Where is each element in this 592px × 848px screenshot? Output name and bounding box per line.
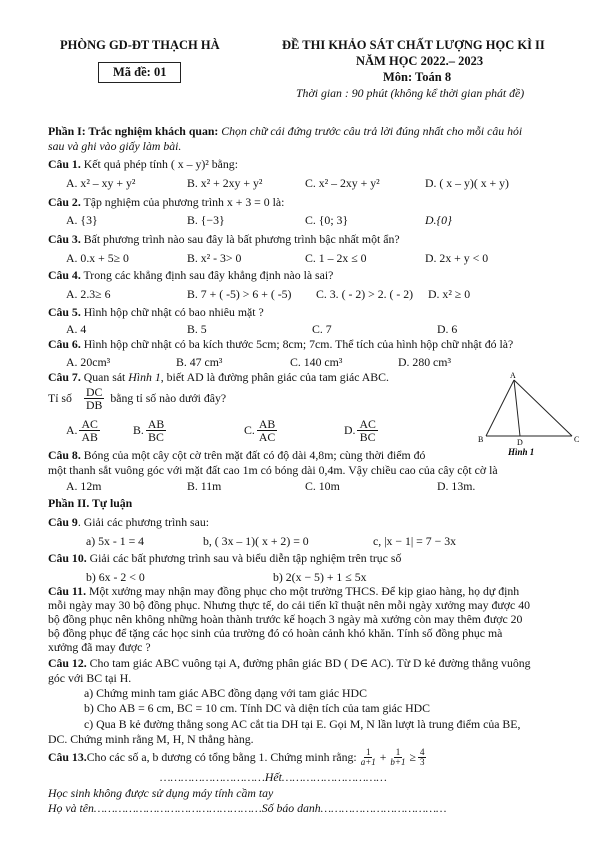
denominator: AC <box>258 430 276 445</box>
label-b: B <box>478 435 484 444</box>
denominator: a+1 <box>360 757 376 768</box>
denominator: BC <box>148 430 164 445</box>
q8-option-b: B. 11m <box>187 479 222 493</box>
q10-part-b: b) 6x - 2 < 0 <box>86 570 145 584</box>
q4-option-b: B. 7 + ( -5) > 6 + ( -5) <box>187 287 292 301</box>
question-text: Một xưởng may nhận may đồng phục cho một trường THCS. Để kịp giao hàng, họ dự định <box>86 584 520 598</box>
q12-line-2: góc với BC tại H. <box>48 671 132 685</box>
q12-part-c-line-2: DC. Chứng minh rằng M, H, N thẳng hàng. <box>48 732 254 746</box>
fraction-2 <box>388 748 407 768</box>
q7-ratio <box>48 386 226 412</box>
q4-option-d: D. x² ≥ 0 <box>428 287 471 301</box>
question-text: Trong các khẳng định sau đây khẳng định nào là sai? <box>80 268 334 282</box>
numerator: 1 <box>395 747 401 757</box>
subject: Môn: Toán 8 <box>383 70 452 84</box>
option-label: B. <box>133 423 144 438</box>
question-text: Tập nghiệm của phương trình x + 3 = 0 là: <box>80 195 285 209</box>
label-d: D <box>517 438 523 447</box>
option-fraction <box>79 418 99 444</box>
numerator: AC <box>81 417 98 431</box>
figure-caption: Hình 1 <box>508 447 535 457</box>
q5-option-d: D. 6 <box>437 322 458 336</box>
label-c: C <box>574 435 580 444</box>
option-label: C. <box>244 423 255 438</box>
denominator: b+1 <box>390 757 406 768</box>
geq-sign: ≥ <box>409 750 416 765</box>
numerator: AB <box>258 417 276 431</box>
question-text: Hình hộp chữ nhật có ba kích thước 5cm; 8cm; 7cm. Thể tích của hình hộp chữ nhật đó là? <box>80 337 514 351</box>
time-limit: Thời gian : 90 phút (không kể thời gian phát đề) <box>296 86 525 100</box>
q3-option-c: C. 1 – 2x ≤ 0 <box>305 251 367 265</box>
question-label: Câu 2. <box>48 195 81 209</box>
question-12 <box>48 656 531 671</box>
question-6 <box>48 337 513 352</box>
school-year: NĂM HỌC 2022.– 2023 <box>356 54 484 68</box>
q4-option-a: A. 2.3≥ 6 <box>66 287 111 301</box>
q2-option-b: B. {−3} <box>187 213 225 227</box>
q5-option-a: A. 4 <box>66 322 87 336</box>
q11-line-2: mỗi ngày may 30 bộ đồng phục. Nhưng thực tế, do cải tiến kĩ thuật nên mỗi ngày xưởng may được 40 <box>48 598 530 612</box>
option-fraction <box>257 418 277 444</box>
question-label: Câu 7. <box>48 370 81 384</box>
question-label: Câu 13. <box>48 750 87 765</box>
question-text: Bóng của một cây cột cờ trên mặt đất có độ dài 4,8m; cùng thời điểm đó <box>80 448 426 462</box>
question-label: Câu 3. <box>48 232 81 246</box>
denominator: DB <box>85 398 103 413</box>
question-8 <box>48 448 425 463</box>
denominator: 3 <box>419 757 425 768</box>
plus-sign: + <box>379 750 387 765</box>
q8-option-d: D. 13m. <box>437 479 476 493</box>
q2-option-d: D.{0} <box>425 213 452 227</box>
denominator: BC <box>359 430 376 445</box>
question-label: Câu 1. <box>48 157 81 171</box>
numerator: DC <box>85 385 103 399</box>
question-label: Câu 9 <box>48 515 78 529</box>
q3-option-a: A. 0.x + 5≥ 0 <box>66 251 129 265</box>
q10-part-c: b) 2(x − 5) + 1 ≤ 5x <box>273 570 367 584</box>
ratio-suffix: bằng tỉ số nào dưới đây? <box>110 391 227 406</box>
q4-option-c: C. 3. ( - 2) > 2. ( - 2) <box>316 287 414 301</box>
q6-option-c: C. 140 cm³ <box>290 355 343 369</box>
part1-instruction-2: sau và ghi vào giấy làm bài. <box>48 139 182 153</box>
q5-option-c: C. 7 <box>312 322 332 336</box>
q1-option-c: C. x² – 2xy + y² <box>305 176 380 190</box>
q3-option-b: B. x² - 3> 0 <box>187 251 242 265</box>
question-label: Câu 5. <box>48 305 81 319</box>
question-text: Bất phương trình nào sau đây là bất phương trình bậc nhất một ẩn? <box>80 232 400 246</box>
question-4 <box>48 268 333 283</box>
question-10 <box>48 551 401 566</box>
option-label: D. <box>344 423 356 438</box>
side-ab <box>486 380 514 436</box>
question-label: Câu 8. <box>48 448 81 462</box>
department-name: PHÒNG GD-ĐT THẠCH HÀ <box>60 38 220 52</box>
fraction-1 <box>359 748 378 768</box>
question-3 <box>48 232 400 247</box>
q8-option-a: A. 12m <box>66 479 102 493</box>
part1-intro <box>48 124 522 139</box>
q9-part-a: a) 5x - 1 = 4 <box>86 534 145 548</box>
question-7 <box>48 370 389 385</box>
option-fraction <box>357 418 377 444</box>
denominator: AB <box>81 430 98 445</box>
end-marker: …………………………Hết………………………… <box>160 770 387 784</box>
q12-part-c: c) Qua B kẻ đường thẳng song AC cắt tia DH tại E. Gọi M, N lần lượt là trung điểm của BE, <box>84 717 521 731</box>
question-text: Cho các số a, b dương có tổng bằng 1. Chứng minh rằng: <box>86 750 357 765</box>
question-text: Cho tam giác ABC vuông tại A, đường phân giác BD ( D∈ AC). Từ D kẻ đường thẳng vuông <box>86 656 531 670</box>
q2-option-c: C. {0; 3} <box>305 213 349 227</box>
q1-option-b: B. x² + 2xy + y² <box>187 176 263 190</box>
option-label: A. <box>66 423 78 438</box>
q8-option-c: C. 10m <box>305 479 340 493</box>
q11-line-3: bộ đồng phục nên không những hoàn thành trước kế hoạch 3 ngày mà xưởng còn may thêm được 20 <box>48 612 523 626</box>
q9-part-b: b, ( 3x – 1)( x + 2) = 0 <box>203 534 309 548</box>
q5-option-b: B. 5 <box>187 322 207 336</box>
numerator: 1 <box>365 747 371 757</box>
q1-option-a: A. x² – xy + y² <box>66 176 136 190</box>
fraction-3 <box>418 748 427 768</box>
q7-option-a <box>66 418 102 444</box>
q11-line-4: bộ đồng phục để tặng các học sinh của trường đó có hoàn cảnh khó khăn. Tính số đồng phục mà <box>48 626 503 640</box>
q6-option-d: D. 280 cm³ <box>398 355 452 369</box>
question-label: Câu 12. <box>48 656 87 670</box>
question-9 <box>48 515 209 530</box>
option-fraction <box>146 418 166 444</box>
q3-option-d: D. 2x + y < 0 <box>425 251 489 265</box>
q6-option-b: B. 47 cm³ <box>176 355 223 369</box>
ratio-prefix: Tỉ số <box>48 391 72 406</box>
part2-heading: Phần II. Tự luận <box>48 496 133 510</box>
question-13 <box>48 748 428 768</box>
question-label: Câu 11. <box>48 584 87 598</box>
question-text-2: , biết AD là đường phân giác của tam giác ABC. <box>160 370 389 384</box>
name-and-id-line: Họ và tên…………………………………………Số báo danh……………………………… <box>48 801 447 815</box>
question-5 <box>48 305 264 320</box>
question-text: . Giải các phương trình sau: <box>77 515 210 529</box>
numerator: 4 <box>419 747 425 757</box>
triangle-figure <box>478 370 582 460</box>
q7-option-b <box>133 418 168 444</box>
numerator: AB <box>147 417 165 431</box>
ratio-fraction <box>84 386 104 412</box>
question-label: Câu 4. <box>48 268 81 282</box>
question-1 <box>48 157 238 172</box>
q2-option-a: A. {3} <box>66 213 98 227</box>
q12-part-a: a) Chứng minh tam giác ABC đồng dạng với tam giác HDC <box>84 686 367 700</box>
part1-instruction: Chọn chữ cái đứng trước câu trả lời đúng nhất cho mỗi câu hỏi <box>218 124 523 138</box>
q12-part-b: b) Cho AB = 6 cm, BC = 10 cm. Tính DC và diện tích của tam giác HDC <box>84 701 430 715</box>
q7-option-d <box>344 418 380 444</box>
question-text: Hình hộp chữ nhật có bao nhiêu mặt ? <box>80 305 264 319</box>
question-label: Câu 10. <box>48 551 87 565</box>
part1-heading: Phần I: Trắc nghiệm khách quan: <box>48 124 219 138</box>
bisector-ad <box>514 380 520 436</box>
question-8-line-2: một thanh sắt vuông góc với mặt đất cao 1m có bóng dài 0,4m. Vậy chiều cao của cây cột cờ là <box>48 463 498 477</box>
label-a: A <box>510 371 516 380</box>
question-text: Giải các bất phương trình sau và biểu diễn tập nghiệm trên trục số <box>86 551 402 565</box>
q7-option-c <box>244 418 279 444</box>
q9-part-c: c, |x − 1| = 7 − 3x <box>373 534 457 548</box>
question-2 <box>48 195 284 210</box>
q11-line-5: xưởng đã may được ? <box>48 640 151 654</box>
q6-option-a: A. 20cm³ <box>66 355 111 369</box>
question-11 <box>48 584 519 599</box>
exam-title: ĐỀ THI KHẢO SÁT CHẤT LƯỢNG HỌC KÌ II <box>282 38 545 52</box>
question-text: Kết quả phép tính ( x – y)² bằng: <box>80 157 238 171</box>
question-text: Quan sát <box>80 370 126 384</box>
figure-ref: Hình 1 <box>125 370 161 384</box>
side-ac <box>514 380 572 436</box>
q1-option-d: D. ( x – y)( x + y) <box>425 176 509 190</box>
calculator-note: Học sinh không được sử dụng máy tính cầm tay <box>48 786 274 800</box>
exam-code: Mã đề: 01 <box>98 62 181 83</box>
question-label: Câu 6. <box>48 337 81 351</box>
numerator: AC <box>359 417 376 431</box>
